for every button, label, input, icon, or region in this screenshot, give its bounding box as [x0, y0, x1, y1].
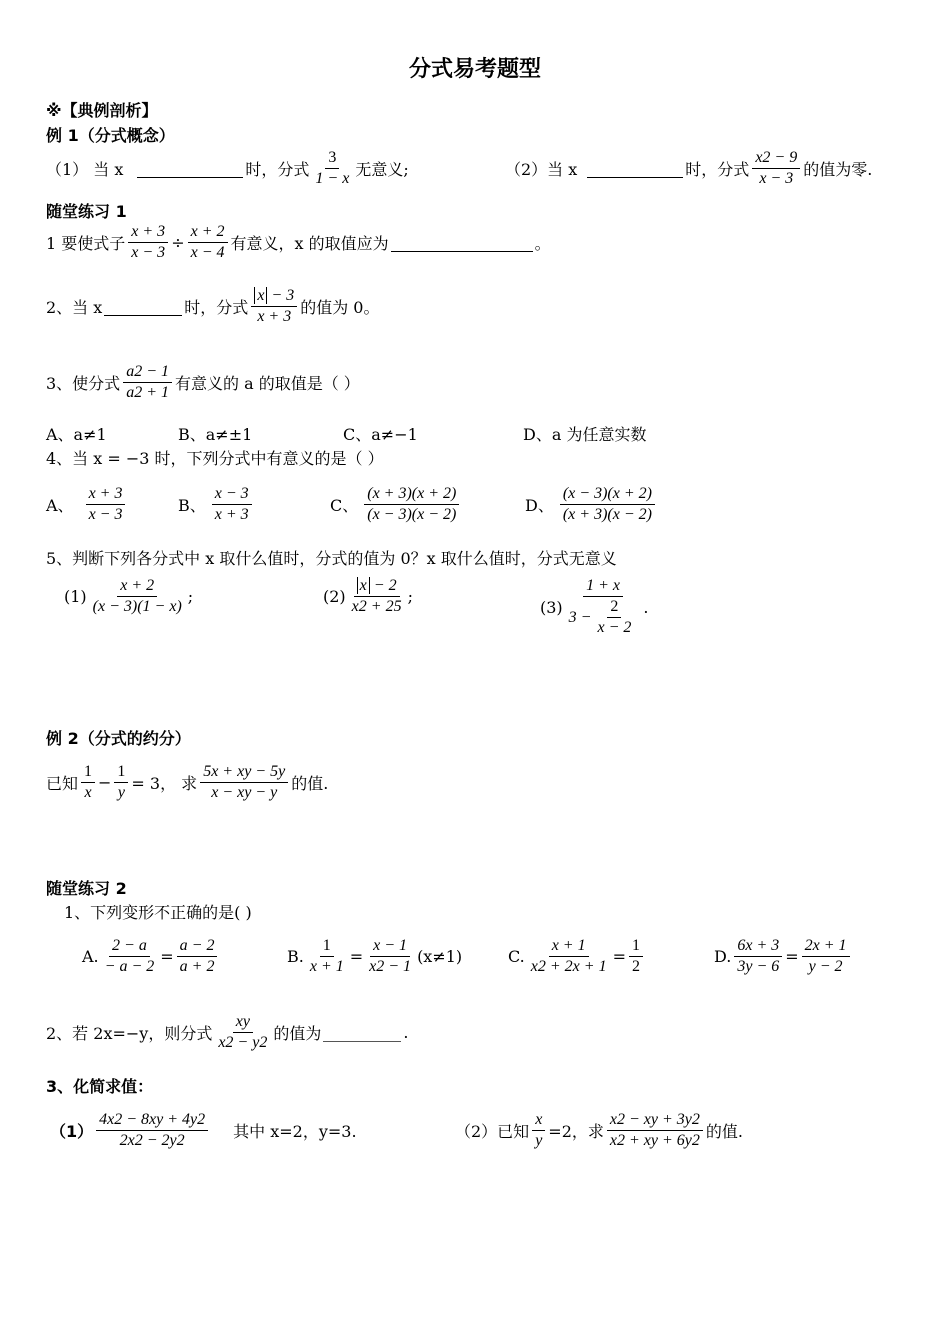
item-text: = 3， 求 [131, 774, 198, 793]
fraction: $\frac{x - 1}{x2 - 1}$ [369, 937, 412, 975]
practice-2-item-3-heading: 3、化简求值： [46, 1077, 154, 1096]
item-text: 1 要使式子 [46, 234, 126, 253]
fraction: $\frac{3}{1 - x}$ [315, 149, 350, 187]
choice-c[interactable] [508, 936, 646, 977]
choice-b[interactable] [178, 484, 255, 525]
condition-note: (x≠1) [417, 947, 463, 966]
q1-mid: 时，分式 [245, 160, 310, 179]
choice-label: D. [714, 947, 732, 966]
answer-blank[interactable] [104, 297, 182, 316]
fraction: $\frac{x - 2}{x2 + 25}$ [351, 577, 402, 615]
fraction: $\frac{x + 3}{x - 3}$ [128, 222, 168, 263]
choice-b[interactable] [287, 936, 462, 977]
part-label: (2) [323, 587, 346, 606]
choice-label: A. [82, 947, 99, 966]
choice-a[interactable] [82, 936, 220, 977]
practice-2-item-2 [46, 1012, 408, 1053]
item-text: 的值. [705, 1122, 743, 1141]
choice-c[interactable] [330, 484, 462, 525]
fraction: $\frac{x - 3}{x + 3}$ [212, 484, 252, 525]
fraction: $\frac{x + 1}{x2 + 2x + 1}$ [530, 937, 607, 975]
choice-label: B、 [178, 496, 206, 515]
item-5-part-1 [64, 576, 193, 617]
fraction: $\frac{x2 - 9}{x - 3}$ [752, 148, 800, 189]
item-text: 的值. [291, 774, 329, 793]
equals-sign: = [160, 947, 174, 966]
fraction: $\frac{x}{y}$ [532, 1110, 545, 1151]
section-header: ※【典例剖析】 [46, 101, 158, 120]
practice-1-item-5: 5、判断下列各分式中 x 取什么值时，分式的值为 0？x 取什么值时，分式无意义 [46, 549, 617, 568]
fraction: $\frac{x + 3}{x - 3}$ [86, 484, 126, 525]
fraction: $\frac{2x + 1}{y - 2}$ [802, 936, 850, 977]
q1-prefix: （1） 当 x [46, 160, 124, 179]
item-text: 有意义，x 的取值应为 [230, 234, 389, 253]
complex-fraction: 1 + x 3 − $\frac{2}{x - 2}$ [568, 577, 632, 636]
fraction: $\frac{a2 - 1}{a2 + 1}$ [123, 362, 172, 403]
item-text: 的值为 0。 [300, 298, 380, 317]
item-text: . [643, 597, 649, 617]
fraction: $\frac{xy}{x2 - y2}$ [218, 1013, 268, 1051]
example-1-heading: 例 1（分式概念） [46, 126, 175, 145]
equals-sign: = [349, 947, 364, 966]
choice-label: D、 [525, 496, 554, 515]
equals-sign: = [785, 947, 799, 966]
item-text: 3、使分式 [46, 374, 121, 393]
choice-b[interactable]: B、a≠±1 [178, 425, 253, 444]
fraction: $\frac{(x + 3)(x + 2)}{(x - 3)(x - 2)}$ [364, 484, 459, 525]
divide-sign: ÷ [171, 233, 185, 252]
item-text: ; [407, 587, 413, 606]
q2-prefix: （2）当 x [505, 160, 578, 179]
fraction: $\frac{1}{x}$ [81, 762, 95, 803]
item-text: . [403, 1023, 409, 1042]
fraction: $\frac{(x - 3)(x + 2)}{(x + 3)(x - 2)}$ [560, 484, 655, 525]
example-1-q2 [505, 148, 872, 189]
item-text: 。 [534, 234, 551, 253]
example-1-q1 [46, 148, 409, 189]
item-3-part-1 [50, 1110, 357, 1151]
q2-suffix: 的值为零. [803, 160, 873, 179]
item-text: 2、若 2x=−y，则分式 [46, 1024, 213, 1043]
item-text: 有意义的 a 的取值是（ ） [174, 374, 360, 393]
item-text: 时，分式 [184, 298, 249, 317]
choice-a[interactable] [46, 484, 128, 525]
item-text: 的值为 [273, 1024, 322, 1043]
fraction: $\frac{x2 - xy + 3y2}{x2 + xy + 6y2}$ [607, 1110, 703, 1151]
practice-2-item-1: 1、下列变形不正确的是( ) [64, 903, 252, 922]
item-5-part-2 [323, 576, 413, 617]
choice-label: B. [287, 947, 304, 966]
item-text: 其中 x=2，y=3. [233, 1122, 357, 1141]
item-5-part-3 [540, 576, 648, 638]
fraction: $\frac{1}{x + 1}$ [309, 937, 344, 975]
q2-mid: 时，分式 [685, 160, 750, 179]
choice-d[interactable] [714, 936, 853, 977]
choice-label: C. [508, 947, 525, 966]
fraction: $\frac{a - 2}{a + 2}$ [177, 936, 218, 977]
practice-1-item-2 [46, 286, 380, 327]
choice-label: C、 [330, 496, 359, 515]
fraction: $\frac{2 - a}{- a - 2}$ [104, 937, 155, 975]
item-text: 已知 [46, 774, 79, 793]
fraction: $\frac{x - 3}{x + 3}$ [251, 286, 297, 327]
answer-blank[interactable] [391, 233, 533, 252]
fraction: $\frac{5x + xy - 5y}{x - xy - y}$ [200, 762, 288, 803]
minus-sign: − [98, 773, 112, 792]
equals-sign: = [612, 947, 626, 966]
choice-a[interactable]: A、a≠1 [46, 425, 107, 444]
item-3-part-2 [455, 1110, 743, 1151]
choice-d[interactable]: D、a 为任意实数 [523, 425, 647, 444]
fraction: $\frac{4x2 - 8xy + 4y2}{2x2 - 2y2}$ [96, 1110, 208, 1151]
page-title: 分式易考题型 [408, 57, 541, 82]
fraction: $\frac{1}{y}$ [114, 762, 128, 803]
fraction: $\frac{x + 2}{(x - 3)(1 - x)}$ [92, 577, 182, 615]
part-label: (1) [64, 587, 87, 606]
practice-2-heading: 随堂练习 2 [46, 879, 127, 898]
item-text: 2、当 x [46, 298, 103, 317]
choice-d[interactable] [525, 484, 658, 525]
choice-c[interactable]: C、a≠−1 [343, 425, 418, 444]
fraction: $\frac{x + 2}{x - 4}$ [188, 222, 228, 263]
practice-1-item-3 [46, 362, 360, 403]
answer-blank[interactable] [587, 159, 683, 178]
answer-blank[interactable] [137, 159, 243, 178]
fraction: $\frac{1}{2}$ [629, 936, 643, 977]
practice-1-heading: 随堂练习 1 [46, 202, 127, 221]
part-label: (3) [540, 597, 563, 617]
part-label: （1） [50, 1122, 94, 1141]
fraction: $\frac{6x + 3}{3y - 6}$ [734, 936, 782, 977]
item-text: =2，求 [548, 1122, 604, 1141]
item-text: （2）已知 [455, 1122, 530, 1141]
q1-suffix: 无意义; [355, 160, 409, 179]
item-text: ; [187, 587, 194, 606]
practice-1-item-1 [46, 222, 551, 263]
example-2-problem [46, 762, 328, 803]
answer-blank[interactable] [323, 1023, 401, 1042]
example-2-heading: 例 2（分式的约分） [46, 729, 191, 748]
choice-label: A、 [46, 496, 74, 515]
practice-1-item-4: 4、当 x = −3 时，下列分式中有意义的是（ ） [46, 449, 384, 468]
